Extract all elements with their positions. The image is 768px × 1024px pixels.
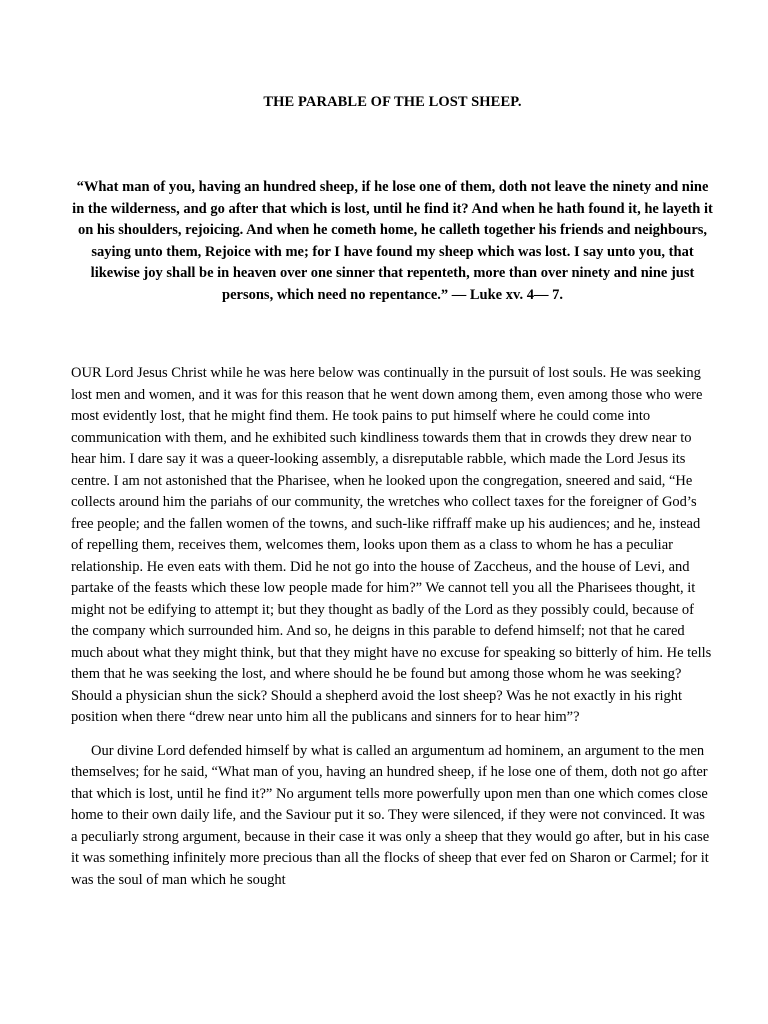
body-paragraph-1: OUR Lord Jesus Christ while he was here below was continually in the pursuit of lost souls. He was seeking lost men and women, and it was for this reason that he went down among them, even among those who were most evidently lost, that he might find them. He took pains to put himself where he could come into communication with them, and he exhibited such kindliness towards them that in crowds they drew near to hear him. I dare say it was a queer-looking assembly, a disreputable rabble, which made the Lord Jesus its centre. I am not astonished that the Pharisee, when he looked upon the congregation, sneered and said, “He collects around him the pariahs of our community, the wretches who collect taxes for the foreigner of God’s free people; and the fallen women of the towns, and such-like riffraff make up his audiences; and he, instead of repelling them, receives them, welcomes them, looks upon them as a class to whom he has a peculiar relationship. He even eats with them. Did he not go into the house of Zaccheus, and the house of Levi, and partake of the feasts which these low people made for him?” We cannot tell you all the Pharisees thought, it might not be edifying to attempt it; but they thought as badly of the Lord as they possibly could, because of the company which surrounded him. And so, he deigns in this parable to defend himself; not that he cared much about what they might think, but that they might have no excuse for speaking so bitterly of him. He tells them that he was seeking the lost, and where should he be found but among those whom he was seeking? Should a physician shun the sick? Should a shepherd avoid the lost sheep? Was he not exactly in his right position when there “drew near unto him all the publicans and sinners for to hear him”? xyxy=(71,365,712,725)
scripture-epigraph: “What man of you, having an hundred sheep, if he lose one of them, doth not leave the ninety and nine in the wilderness, and go after that which is lost, until he find it? And when he hath found it, he layeth it on his shoulders, rejoicing. And when he cometh home, he calleth together his friends and neighbours, saying unto them, Rejoice with me; for I have found my sheep which was lost. I say unto you, that likewise joy shall be in heaven over one sinner that repenteth, more than over ninety and nine just persons, which need no repentance.” — Luke xv. 4— 7. xyxy=(72,179,713,303)
page-title: THE PARABLE OF THE LOST SHEEP. xyxy=(263,94,522,110)
body-paragraph-2: Our divine Lord defended himself by what is called an argumentum ad hominem, an argument to the men themselves; for he said, “What man of you, having an hundred sheep, if he lose one of them, doth not go after that which is lost, until he find it?” No argument tells more powerfully upon men than one which comes close home to their own daily life, and the Saviour put it so. They were silenced, if they were not convinced. It was a peculiarly strong argument, because in their case it was only a sheep that they would go after, but in his case it was something infinitely more precious than all the flocks of sheep that ever fed on Sharon or Carmel; for it was the soul of man which he sought xyxy=(71,742,710,888)
